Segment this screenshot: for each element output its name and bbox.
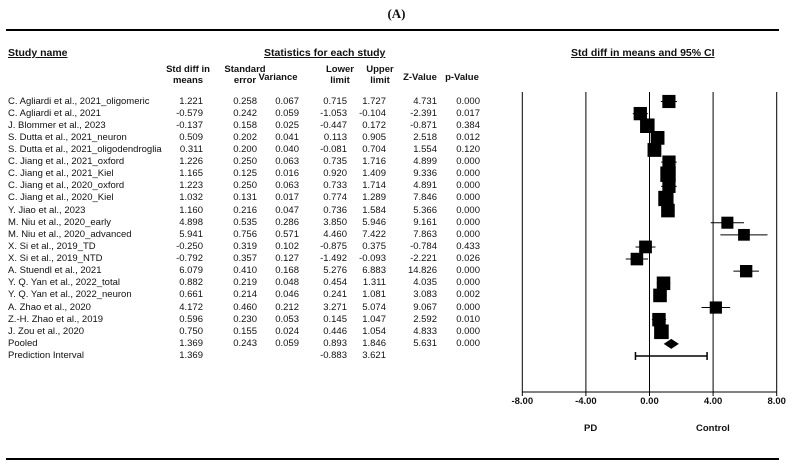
cell-variance: 0.053 bbox=[275, 313, 299, 325]
cell-p: 0.000 bbox=[456, 168, 480, 180]
cell-smd: 4.898 bbox=[179, 216, 203, 228]
cell-variance: 0.127 bbox=[275, 253, 299, 265]
cell-lower: 0.446 bbox=[323, 325, 347, 337]
x-tick-label: 4.00 bbox=[703, 396, 723, 407]
effect-square bbox=[631, 253, 644, 266]
cell-se: 0.200 bbox=[233, 143, 257, 155]
cell-variance: 0.040 bbox=[275, 143, 299, 155]
cell-smd: 1.160 bbox=[179, 204, 203, 216]
effect-square bbox=[721, 217, 733, 229]
cell-smd: 1.165 bbox=[179, 168, 203, 180]
cell-smd: 1.226 bbox=[179, 156, 203, 168]
cell-smd: 1.032 bbox=[179, 192, 203, 204]
effect-square bbox=[634, 107, 647, 120]
cell-p: 0.120 bbox=[456, 143, 480, 155]
cell-smd: 1.369 bbox=[179, 337, 203, 349]
cell-smd: 0.750 bbox=[179, 325, 203, 337]
cell-z: 4.833 bbox=[413, 325, 437, 337]
cell-p: 0.000 bbox=[456, 277, 480, 289]
cell-se: 0.202 bbox=[233, 131, 257, 143]
cell-p: 0.000 bbox=[456, 301, 480, 313]
statistics-header: Statistics for each study bbox=[264, 47, 386, 59]
cell-z: 4.731 bbox=[413, 95, 437, 107]
study-name: X. Si et al., 2019_TD bbox=[8, 240, 96, 252]
cell-se: 0.214 bbox=[233, 289, 257, 301]
cell-variance: 0.067 bbox=[275, 95, 299, 107]
cell-smd: 1.223 bbox=[179, 180, 203, 192]
cell-lower: 0.735 bbox=[323, 156, 347, 168]
cell-lower: 0.736 bbox=[323, 204, 347, 216]
cell-smd: 1.369 bbox=[179, 350, 203, 362]
cell-se: 0.250 bbox=[233, 156, 257, 168]
study-name-header: Study name bbox=[8, 47, 68, 59]
cell-lower: 5.276 bbox=[323, 265, 347, 277]
cell-p: 0.000 bbox=[456, 204, 480, 216]
cell-variance: 0.016 bbox=[275, 168, 299, 180]
study-name: M. Niu et al., 2020_early bbox=[8, 216, 111, 228]
cell-smd: -0.137 bbox=[176, 119, 203, 131]
cell-smd: 5.941 bbox=[179, 228, 203, 240]
cell-se: 0.535 bbox=[233, 216, 257, 228]
cell-lower: 4.460 bbox=[323, 228, 347, 240]
column-header: Z-Value bbox=[403, 72, 437, 83]
study-name: C. Agliardi et al., 2021 bbox=[8, 107, 101, 119]
cell-lower: 3.850 bbox=[323, 216, 347, 228]
cell-p: 0.000 bbox=[456, 156, 480, 168]
study-name: J. Zou et al., 2020 bbox=[8, 325, 85, 337]
study-name: C. Jiang et al., 2021_Kiel bbox=[8, 168, 114, 180]
cell-upper: 0.375 bbox=[362, 240, 386, 252]
cell-lower: 0.454 bbox=[323, 277, 347, 289]
cell-z: 7.863 bbox=[413, 228, 437, 240]
axis-label-pd: PD bbox=[584, 423, 598, 434]
cell-z: 2.518 bbox=[413, 131, 437, 143]
cell-lower: 0.715 bbox=[323, 95, 347, 107]
study-name: Y. Q. Yan et al., 2022_total bbox=[8, 277, 120, 289]
cell-p: 0.433 bbox=[456, 240, 480, 252]
cell-upper: 1.846 bbox=[362, 337, 386, 349]
cell-variance: 0.063 bbox=[275, 156, 299, 168]
cell-upper: 1.289 bbox=[362, 192, 386, 204]
cell-z: 3.083 bbox=[413, 289, 437, 301]
cell-upper: 0.172 bbox=[362, 119, 386, 131]
cell-z: 9.067 bbox=[413, 301, 437, 313]
cell-p: 0.026 bbox=[456, 253, 480, 265]
cell-variance: 0.048 bbox=[275, 277, 299, 289]
effect-square bbox=[651, 131, 665, 145]
cell-se: 0.158 bbox=[233, 119, 257, 131]
cell-variance: 0.041 bbox=[275, 131, 299, 143]
cell-upper: 1.584 bbox=[362, 204, 386, 216]
study-name: C. Jiang et al., 2020_Kiel bbox=[8, 192, 114, 204]
cell-p: 0.012 bbox=[456, 131, 480, 143]
cell-upper: 0.704 bbox=[362, 143, 386, 155]
cell-variance: 0.286 bbox=[275, 216, 299, 228]
effect-square bbox=[740, 265, 752, 277]
cell-upper: 5.074 bbox=[362, 301, 386, 313]
study-name: Z.-H. Zhao et al., 2019 bbox=[8, 313, 104, 325]
column-header: p-Value bbox=[445, 72, 479, 83]
cell-p: 0.000 bbox=[456, 337, 480, 349]
plot-title: Std diff in means and 95% CI bbox=[571, 47, 715, 59]
cell-upper: 1.409 bbox=[362, 168, 386, 180]
effect-square bbox=[653, 289, 667, 303]
cell-upper: 1.716 bbox=[362, 156, 386, 168]
cell-se: 0.410 bbox=[233, 265, 257, 277]
study-name: J. Blommer et al., 2023 bbox=[8, 119, 106, 131]
column-header: Std diff in means bbox=[166, 64, 210, 86]
cell-p: 0.000 bbox=[456, 192, 480, 204]
cell-variance: 0.571 bbox=[275, 228, 299, 240]
cell-lower: -1.492 bbox=[320, 253, 347, 265]
study-name: Y. Q. Yan et al., 2022_neuron bbox=[8, 289, 132, 301]
cell-upper: -0.093 bbox=[359, 253, 386, 265]
cell-lower: 0.893 bbox=[323, 337, 347, 349]
cell-se: 0.243 bbox=[233, 337, 257, 349]
cell-smd: 4.172 bbox=[179, 301, 203, 313]
cell-upper: 3.621 bbox=[362, 350, 386, 362]
cell-p: 0.000 bbox=[456, 265, 480, 277]
effect-square bbox=[648, 143, 662, 157]
cell-lower: -0.447 bbox=[320, 119, 347, 131]
cell-z: 9.161 bbox=[413, 216, 437, 228]
cell-smd: -0.579 bbox=[176, 107, 203, 119]
cell-lower: -0.875 bbox=[320, 240, 347, 252]
cell-lower: -1.053 bbox=[320, 107, 347, 119]
x-tick-label: -4.00 bbox=[575, 396, 597, 407]
panel-label: (A) bbox=[387, 6, 406, 21]
study-name: C. Jiang et al., 2020_oxford bbox=[8, 180, 125, 192]
cell-upper: 1.054 bbox=[362, 325, 386, 337]
cell-variance: 0.024 bbox=[275, 325, 299, 337]
cell-p: 0.000 bbox=[456, 216, 480, 228]
x-tick-label: -8.00 bbox=[511, 396, 534, 407]
study-name: Prediction Interval bbox=[8, 350, 85, 362]
cell-upper: 1.727 bbox=[362, 95, 386, 107]
cell-smd: 0.882 bbox=[179, 277, 203, 289]
cell-z: 9.336 bbox=[413, 168, 437, 180]
cell-p: 0.000 bbox=[456, 95, 480, 107]
x-tick-label: 8.00 bbox=[767, 396, 786, 407]
cell-z: 1.554 bbox=[413, 143, 437, 155]
cell-variance: 0.047 bbox=[275, 204, 299, 216]
cell-upper: 5.946 bbox=[362, 216, 386, 228]
cell-smd: 0.509 bbox=[179, 131, 203, 143]
cell-upper: 0.905 bbox=[362, 131, 386, 143]
study-name: A. Zhao et al., 2020 bbox=[8, 301, 91, 313]
cell-z: 7.846 bbox=[413, 192, 437, 204]
cell-smd: -0.250 bbox=[176, 240, 203, 252]
cell-variance: 0.212 bbox=[275, 301, 299, 313]
column-header: Lower limit bbox=[326, 64, 354, 86]
cell-upper: 1.081 bbox=[362, 289, 386, 301]
cell-upper: 6.883 bbox=[362, 265, 386, 277]
cell-upper: -0.104 bbox=[359, 107, 386, 119]
study-name: Pooled bbox=[8, 337, 38, 349]
cell-se: 0.131 bbox=[233, 192, 257, 204]
cell-z: 4.891 bbox=[413, 180, 437, 192]
cell-z: 2.592 bbox=[413, 313, 437, 325]
pooled-diamond bbox=[664, 339, 679, 349]
cell-upper: 1.311 bbox=[362, 277, 386, 289]
cell-smd: 1.221 bbox=[179, 95, 203, 107]
cell-se: 0.250 bbox=[233, 180, 257, 192]
study-name: S. Dutta et al., 2021_oligodendroglia bbox=[8, 143, 162, 155]
cell-upper: 7.422 bbox=[362, 228, 386, 240]
cell-z: -2.221 bbox=[410, 253, 437, 265]
cell-smd: 0.311 bbox=[179, 143, 203, 155]
cell-lower: 3.271 bbox=[323, 301, 347, 313]
effect-square bbox=[662, 95, 675, 108]
cell-se: 0.357 bbox=[233, 253, 257, 265]
cell-smd: 6.079 bbox=[179, 265, 203, 277]
cell-z: 4.035 bbox=[413, 277, 437, 289]
study-name: A. Stuendl et al., 2021 bbox=[8, 265, 102, 277]
cell-variance: 0.168 bbox=[275, 265, 299, 277]
cell-z: 4.899 bbox=[413, 156, 437, 168]
cell-variance: 0.017 bbox=[275, 192, 299, 204]
cell-smd: 0.661 bbox=[179, 289, 203, 301]
effect-square bbox=[639, 241, 652, 254]
cell-se: 0.155 bbox=[233, 325, 257, 337]
column-header: Standard error bbox=[224, 64, 266, 86]
cell-se: 0.230 bbox=[233, 313, 257, 325]
cell-z: 5.366 bbox=[413, 204, 437, 216]
cell-smd: -0.792 bbox=[176, 253, 203, 265]
cell-z: -2.391 bbox=[410, 107, 437, 119]
effect-square bbox=[654, 324, 669, 339]
column-header: Upper limit bbox=[366, 64, 394, 86]
cell-variance: 0.046 bbox=[275, 289, 299, 301]
cell-lower: 0.113 bbox=[323, 131, 347, 143]
cell-se: 0.219 bbox=[233, 277, 257, 289]
cell-p: 0.000 bbox=[456, 180, 480, 192]
effect-square bbox=[660, 167, 675, 182]
cell-variance: 0.063 bbox=[275, 180, 299, 192]
effect-square bbox=[661, 204, 675, 218]
study-name: S. Dutta et al., 2021_neuron bbox=[8, 131, 127, 143]
cell-p: 0.384 bbox=[456, 119, 480, 131]
cell-lower: 0.920 bbox=[323, 168, 347, 180]
cell-variance: 0.102 bbox=[275, 240, 299, 252]
cell-p: 0.000 bbox=[456, 228, 480, 240]
cell-z: -0.871 bbox=[410, 119, 437, 131]
effect-square bbox=[640, 118, 655, 133]
cell-p: 0.017 bbox=[456, 107, 480, 119]
study-name: X. Si et al., 2019_NTD bbox=[8, 253, 103, 265]
cell-z: 5.631 bbox=[413, 337, 437, 349]
cell-z: -0.784 bbox=[410, 240, 437, 252]
effect-square bbox=[657, 277, 671, 291]
cell-se: 0.460 bbox=[233, 301, 257, 313]
cell-se: 0.258 bbox=[233, 95, 257, 107]
cell-se: 0.319 bbox=[233, 240, 257, 252]
axis-label-control: Control bbox=[696, 423, 730, 434]
cell-se: 0.242 bbox=[233, 107, 257, 119]
cell-lower: 0.145 bbox=[323, 313, 347, 325]
cell-z: 14.826 bbox=[407, 265, 437, 277]
cell-variance: 0.059 bbox=[275, 107, 299, 119]
cell-p: 0.000 bbox=[456, 325, 480, 337]
bottom-rule bbox=[6, 458, 779, 460]
cell-upper: 1.714 bbox=[362, 180, 386, 192]
cell-p: 0.002 bbox=[456, 289, 480, 301]
study-name: M. Niu et al., 2020_advanced bbox=[8, 228, 132, 240]
cell-variance: 0.025 bbox=[275, 119, 299, 131]
study-name: C. Agliardi et al., 2021_oligomeric bbox=[8, 95, 150, 107]
effect-square bbox=[652, 313, 665, 326]
study-name: Y. Jiao et al., 2023 bbox=[8, 204, 86, 216]
study-name: C. Jiang et al., 2021_oxford bbox=[8, 156, 125, 168]
cell-se: 0.125 bbox=[233, 168, 257, 180]
cell-lower: 0.733 bbox=[323, 180, 347, 192]
effect-square bbox=[710, 301, 722, 313]
cell-variance: 0.059 bbox=[275, 337, 299, 349]
cell-lower: -0.081 bbox=[320, 143, 347, 155]
effect-square bbox=[738, 229, 750, 241]
cell-se: 0.216 bbox=[233, 204, 257, 216]
cell-lower: 0.774 bbox=[323, 192, 347, 204]
column-header: Variance bbox=[258, 72, 298, 83]
x-tick-label: 0.00 bbox=[640, 396, 659, 407]
cell-p: 0.010 bbox=[456, 313, 480, 325]
cell-smd: 0.596 bbox=[179, 313, 203, 325]
cell-se: 0.756 bbox=[233, 228, 257, 240]
cell-upper: 1.047 bbox=[362, 313, 386, 325]
cell-lower: 0.241 bbox=[323, 289, 347, 301]
cell-lower: -0.883 bbox=[320, 350, 347, 362]
